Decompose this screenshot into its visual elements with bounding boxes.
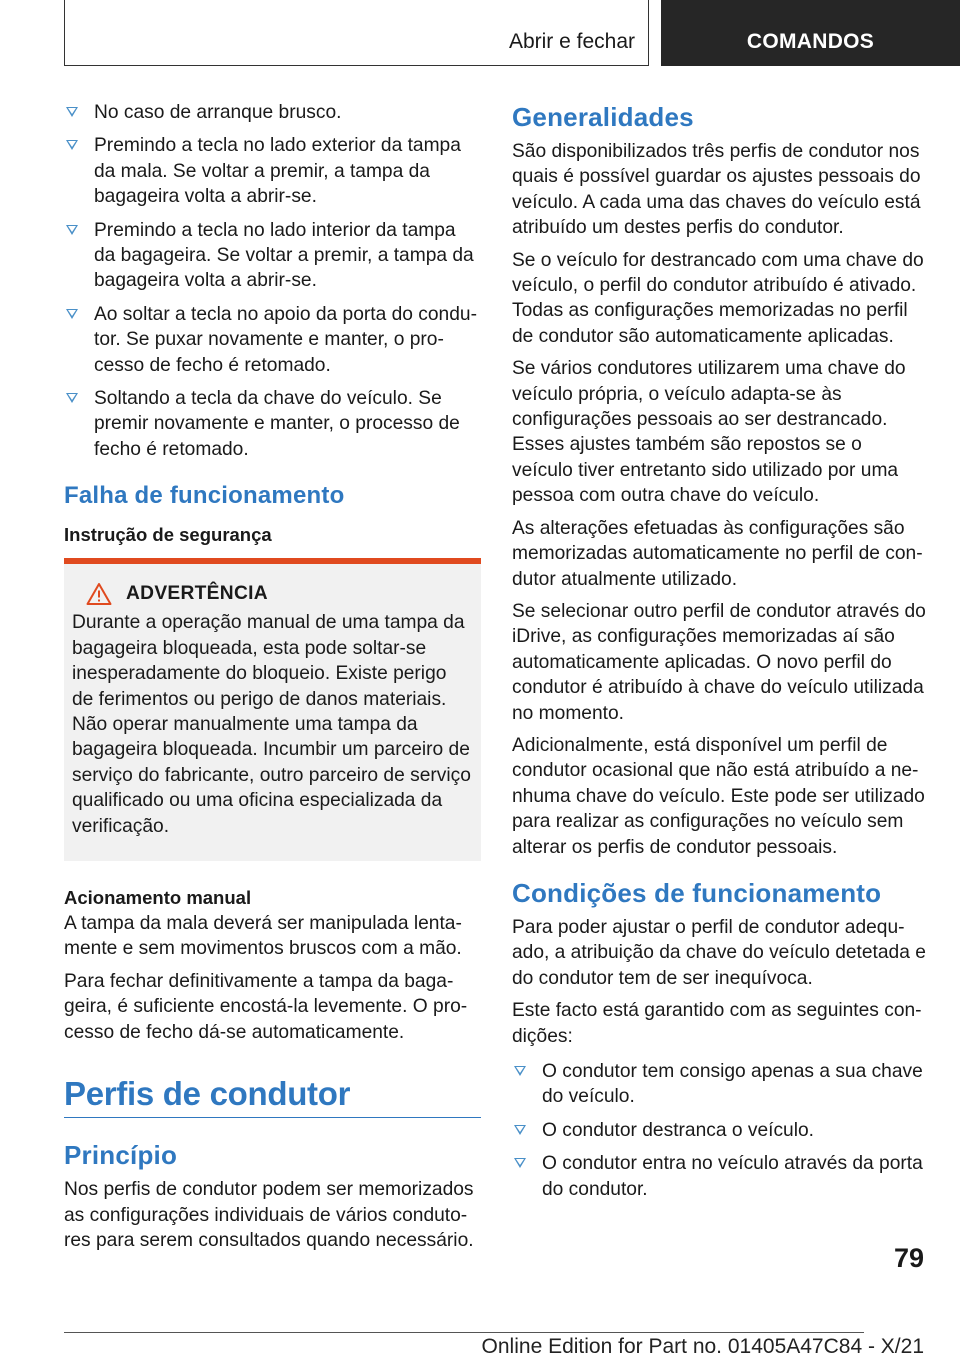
list-item: Ao soltar a tecla no apoio da porta do condutor. Se puxar novamente e manter, o processo de fecho é retomado.: [64, 302, 481, 378]
left-column: [64, 100, 481, 1261]
principle-heading: Princípio: [64, 1140, 178, 1171]
general-heading: Generalidades: [512, 102, 694, 132]
list-item: Soltando a tecla da chave do veículo. Se premir novamente e manter, o processo de fecho é retomado.: [64, 386, 481, 462]
conditions-list: [512, 1059, 926, 1202]
triangle-bullet-icon: [66, 140, 78, 150]
heading-rule: [64, 1117, 481, 1119]
list-item: Premindo a tecla no lado interior da tampa da bagageira. Se voltar a premir, a tampa da bagageira volta a abrir-se.: [64, 218, 481, 294]
warning-triangle-icon: [86, 582, 112, 606]
triangle-bullet-icon: [66, 393, 78, 403]
manual-heading: Acionamento manual: [64, 886, 252, 908]
profiles-heading: Perfis de condutor: [64, 1074, 351, 1112]
footer-edition: Online Edition for Part no. 01405A47C84 - X/21: [481, 1335, 924, 1358]
conditions-paragraph: Para poder ajustar o perfil de condutor adequado, a atribuição da chave do veículo detetada e do condutor tem de ser inequívoca.: [512, 916, 926, 989]
list-item: No caso de arranque brusco.: [64, 100, 481, 125]
conditions-heading: Condições de funcionamento: [512, 877, 882, 908]
manual-paragraph: Para fechar definitivamente a tampa da bagageira, é suficiente encostá-la levemente. O processo de fecho dá-se automaticamente.: [64, 970, 468, 1043]
warning-box: [64, 564, 481, 861]
page-number: 79: [893, 1243, 924, 1273]
open-close-list: [64, 100, 481, 462]
section-title: Abrir e fechar: [508, 30, 635, 53]
general-paragraph: Se selecionar outro perfil de condutor através do iDrive, as configurações memorizadas aí são automaticamente aplicadas. O novo perfil do condutor é atribuído à chave do veículo utilizada no momento.: [512, 600, 926, 724]
triangle-bullet-icon: [66, 225, 78, 235]
chapter-tab: COMANDOS: [661, 0, 960, 66]
right-column: [512, 100, 926, 1210]
triangle-bullet-icon: [514, 1125, 526, 1135]
conditions-paragraph: Este facto está garantido com as seguintes condições:: [512, 1000, 922, 1047]
general-paragraph: Se o veículo for destrancado com uma chave do veículo, o perfil do condutor atribuído é ativado. Todas as configurações memorizadas no perfil de condutor são automaticamente aplicadas.: [512, 249, 924, 347]
triangle-bullet-icon: [514, 1158, 526, 1168]
malfunction-heading: Falha de funcionamento: [64, 482, 345, 510]
list-item: O condutor tem consigo apenas a sua chave do veículo.: [512, 1059, 926, 1110]
general-paragraph: As alterações efetuadas às configurações são memorizadas automaticamente no perfil de condutor atualmente utilizado.: [512, 517, 923, 590]
footer-rule: [64, 1332, 864, 1333]
general-paragraph: Adicionalmente, está disponível um perfil de condutor ocasional que não está atribuído a nenhuma chave do veículo. Este pode ser utilizado para realizar as configurações no veículo sem alterar os perfis de condutor pessoais.: [512, 734, 925, 858]
list-item: O condutor destranca o veículo.: [512, 1118, 926, 1143]
warning-text: Durante a operação manual de uma tampa da bagageira bloqueada, esta pode soltar-se inesperadamente do bloqueio. Existe perigo de ferimentos ou perigo de danos materiais. Não operar manualmente uma tampa da bagageira bloqueada. Incumbir um parceiro de serviço do fabricante, outro parceiro de serviço qualificado ou uma oficina especializada da verificação.: [72, 612, 471, 837]
triangle-bullet-icon: [514, 1066, 526, 1076]
principle-paragraph: Nos perfis de condutor podem ser memorizados as configurações individuais de vários condutores para serem consultados quando necessário.: [64, 1179, 474, 1252]
warning-title-row: [86, 582, 473, 606]
safety-heading: Instrução de segurança: [64, 524, 272, 546]
list-item: Premindo a tecla no lado exterior da tampa da mala. Se voltar a premir, a tampa da bagageira volta a abrir-se.: [64, 133, 481, 209]
warning-title: ADVERTÊNCIA: [126, 583, 268, 605]
list-item: O condutor entra no veículo através da porta do condutor.: [512, 1151, 926, 1202]
general-paragraph: São disponibilizados três perfis de condutor nos quais é possível guardar os ajustes pessoais do veículo. A cada uma das chaves do veículo está atribuído um destes perfis do condutor.: [512, 141, 921, 239]
triangle-bullet-icon: [66, 309, 78, 319]
triangle-bullet-icon: [66, 107, 78, 117]
general-paragraph: Se vários condutores utilizarem uma chave do veículo própria, o veículo adapta-se às configurações pessoais ao ser destrancado. Esses ajustes também são repostos se o veículo tiver entretanto sido utilizado por uma pessoa com outra chave do veículo.: [512, 358, 906, 507]
manual-paragraph: A tampa da mala deverá ser manipulada lentamente e sem movimentos bruscos com a mão.: [64, 912, 462, 960]
